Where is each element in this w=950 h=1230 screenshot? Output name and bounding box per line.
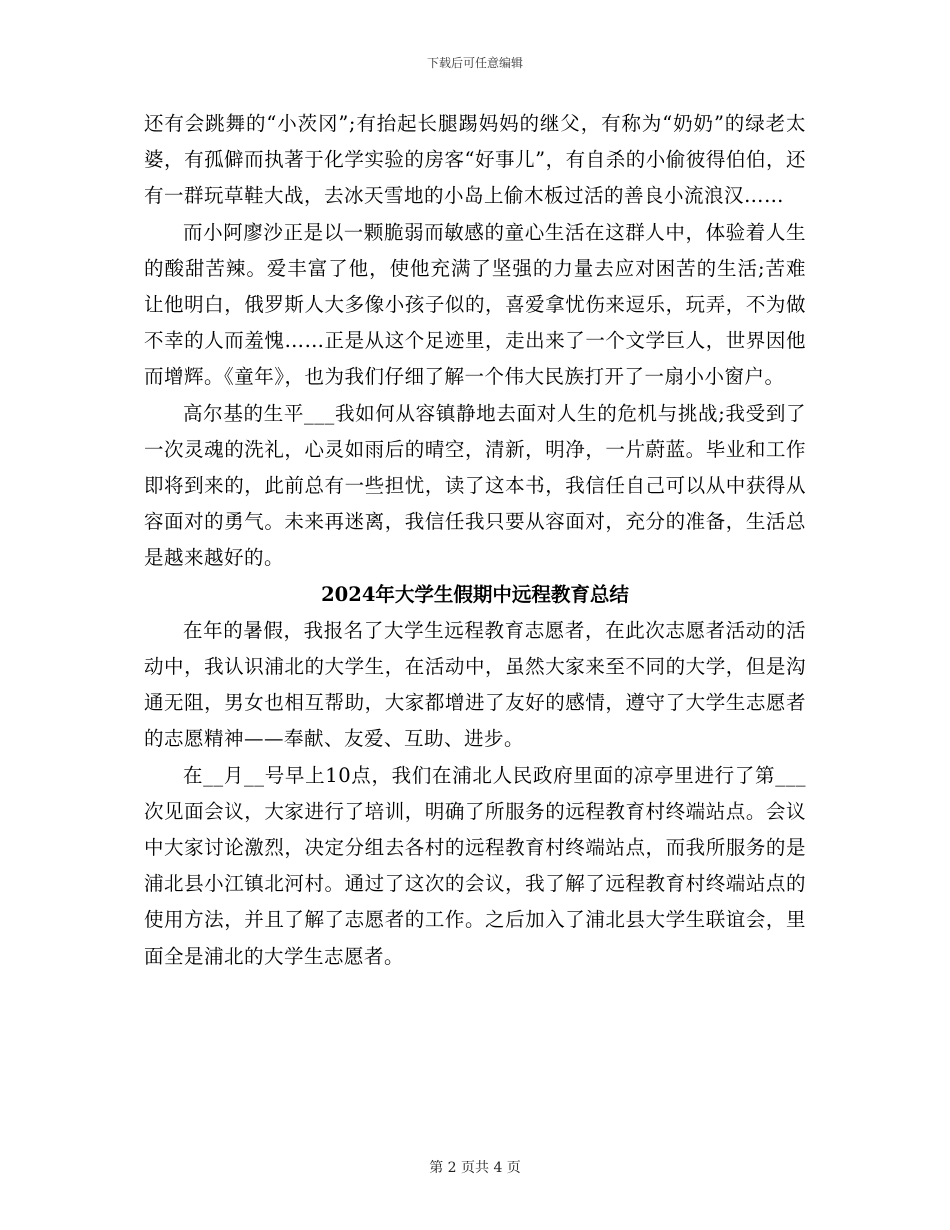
paragraph-2: 而小阿廖沙正是以一颗脆弱而敏感的童心生活在这群人中，体验着人生的酸甜苦辣。爱丰富了他，使他充满了坚强的力量去应对困苦的生活;苦难让他明白，俄罗斯人大多像小孩子似的，喜爱拿忧伤来逗乐，玩弄，不为做不幸的人而羞愧……正是从这个足迹里，走出来了一个文学巨人，世界因他而增辉。《童年》，也为我们仔细了解一个伟大民族打开了一扇小小窗户。 bbox=[144, 220, 806, 389]
paragraph-3: 高尔基的生平___我如何从容镇静地去面对人生的危机与挑战;我受到了一次灵魂的洗礼，心灵如雨后的晴空，清新，明净，一片蔚蓝。毕业和工作即将到来的，此前总有一些担忧，读了这本书，我信任自己可以从中获得从容面对的勇气。未来再迷离，我信任我只要从容面对，充分的准备，生活总是越来越好的。 bbox=[144, 401, 806, 570]
page-footer: 第 2 页共 4 页 bbox=[429, 1160, 521, 1176]
paragraph-4: 在年的暑假，我报名了大学生远程教育志愿者，在此次志愿者活动的活动中，我认识浦北的大学生，在活动中，虽然大家来至不同的大学，但是沟通无阻，男女也相互帮助，大家都增进了友好的感情，遵守了大学生志愿者的志愿精神——奉献、友爱、互助、进步。 bbox=[144, 618, 806, 751]
document-body bbox=[144, 106, 806, 975]
page-header: 下载后可任意编辑 bbox=[426, 56, 523, 70]
paragraph-5: 在__月__号早上10点，我们在浦北人民政府里面的凉亭里进行了第___次见面会议，大家进行了培训，明确了所服务的远程教育村终端站点。会议中大家讨论激烈，决定分组去各村的远程教育村终端站点，而我所服务的是浦北县小江镇北河村。通过了这次的会议，我了解了远程教育村终端站点的使用方法，并且了解了志愿者的工作。之后加入了浦北县大学生联谊会，里面全是浦北的大学生志愿者。 bbox=[144, 763, 806, 968]
paragraph-1: 还有会跳舞的“小茨冈”;有抬起长腿踢妈妈的继父，有称为“奶奶”的绿老太婆，有孤僻而执著于化学实验的房客“好事儿”，有自杀的小偷彼得伯伯，还有一群玩草鞋大战，去冰天雪地的小岛上偷木板过活的善良小流浪汉…… bbox=[144, 112, 806, 208]
section-title: 2024年大学生假期中远程教育总结 bbox=[321, 582, 629, 606]
